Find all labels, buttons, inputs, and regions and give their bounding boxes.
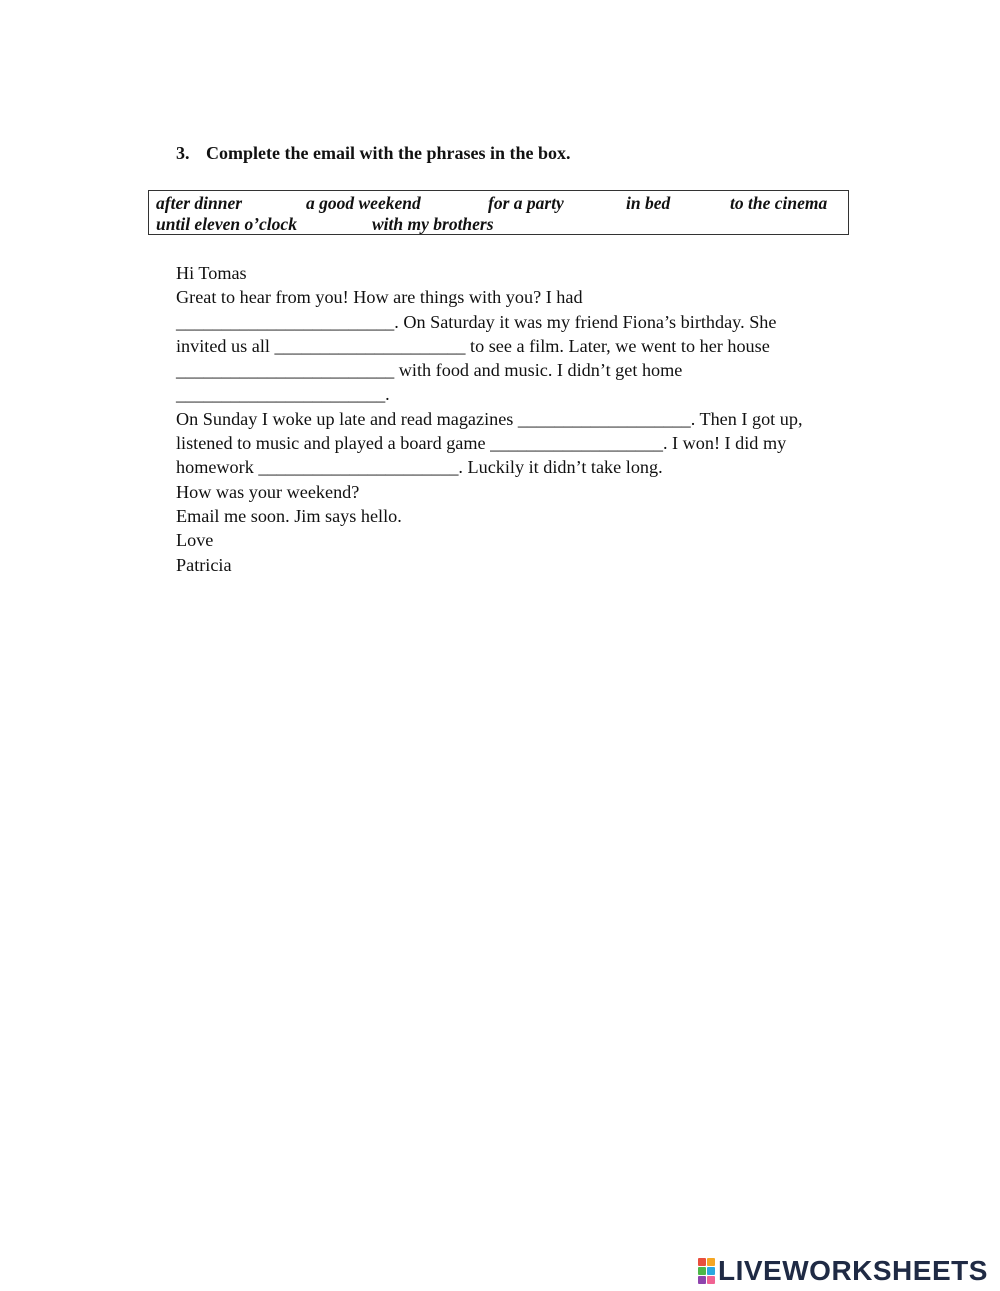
logo-tile [707, 1276, 715, 1284]
answer-blank[interactable]: ___________________ [490, 433, 663, 454]
word-box-phrase: in bed [626, 193, 671, 213]
email-line: Email me soon. Jim says hello. [176, 505, 402, 526]
answer-blank[interactable]: _______________________ [176, 384, 386, 405]
task-instruction: Complete the email with the phrases in the box. [206, 143, 571, 163]
answer-blank[interactable]: ______________________ [258, 457, 459, 478]
word-box-phrase: for a party [488, 193, 564, 213]
word-box [148, 190, 849, 235]
email-text-run: . Then I got up, [690, 408, 803, 429]
email-text [176, 261, 876, 577]
task-number: 3. [176, 143, 190, 163]
logo-tile [698, 1267, 706, 1275]
task-heading [176, 143, 570, 164]
word-box-phrase: after dinner [156, 193, 243, 213]
email-text-run: invited us all [176, 335, 275, 356]
logo-tile [707, 1267, 715, 1275]
email-signature: Patricia [176, 554, 232, 575]
email-line [176, 358, 876, 382]
logo-tile [698, 1258, 706, 1266]
word-box-phrase: with my brothers [372, 214, 494, 234]
logo-text: LIVEWORKSHEETS [718, 1255, 988, 1286]
email-text-run: with food and music. I didn’t get home [394, 360, 683, 381]
email-line: Great to hear from you! How are things with you? I had [176, 287, 583, 308]
email-line [176, 334, 876, 358]
email-line [176, 431, 876, 455]
email-text-run: . I won! I did my [662, 433, 787, 454]
word-box-phrase: to the cinema [730, 193, 828, 213]
answer-blank[interactable]: ___________________ [517, 408, 691, 429]
email-text-run: On Sunday I woke up late and read magazines [176, 408, 518, 429]
word-box-phrase: until eleven o’clock [156, 214, 297, 234]
email-text-run: . Luckily it didn’t take long. [458, 457, 663, 478]
logo-tile [707, 1258, 715, 1266]
logo-tile [698, 1276, 706, 1284]
email-line: How was your weekend? [176, 481, 360, 502]
email-line [176, 407, 876, 431]
email-line [176, 455, 876, 479]
email-text-run: . On Saturday it was my friend Fiona’s birthday. She [394, 311, 777, 332]
answer-blank[interactable]: _____________________ [274, 335, 466, 356]
liveworksheets-logo [698, 1255, 988, 1286]
answer-blank[interactable]: ________________________ [176, 360, 395, 381]
email-line [176, 382, 876, 406]
email-text-run: homework [176, 457, 259, 478]
email-sign-off: Love [176, 530, 214, 551]
email-text-run: . [385, 384, 390, 405]
email-text-run: to see a film. Later, we went to her house [465, 335, 770, 356]
logo-badge-icon [698, 1258, 715, 1284]
email-line [176, 310, 876, 334]
email-text-run: listened to music and played a board game [176, 433, 491, 454]
email-greeting: Hi Tomas [176, 263, 247, 283]
word-box-phrase: a good weekend [306, 193, 421, 213]
answer-blank[interactable]: ________________________ [176, 311, 395, 332]
